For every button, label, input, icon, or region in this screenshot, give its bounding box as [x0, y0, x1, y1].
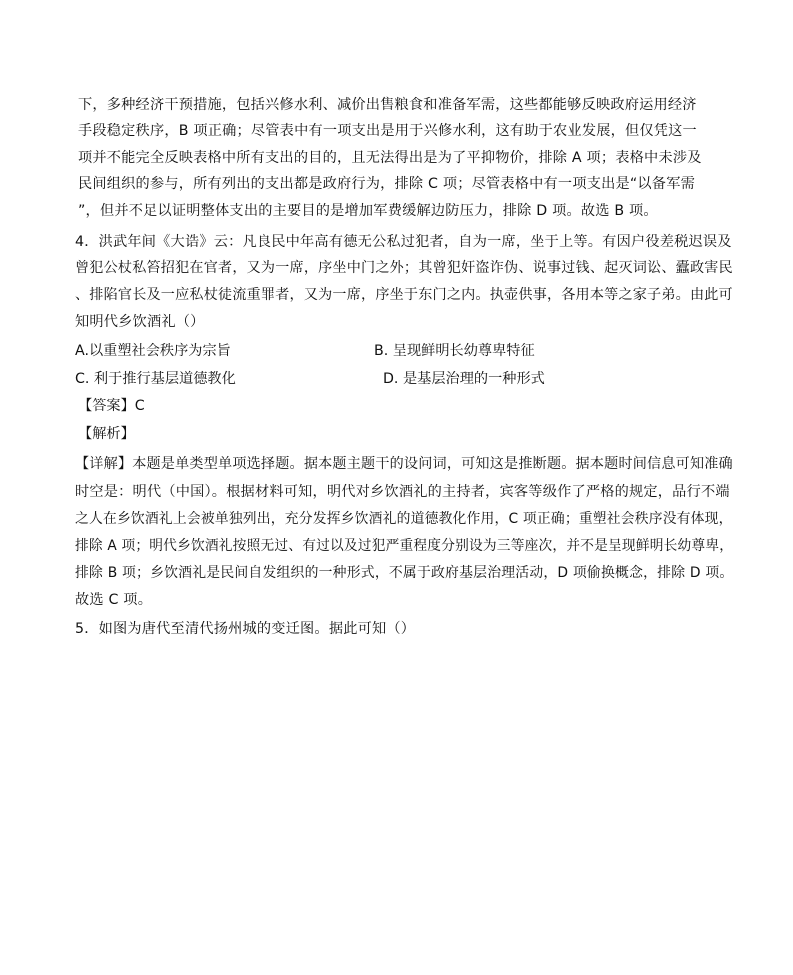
prev-analysis-line-2: 手段稳定秩序，B 项正确；尽管表中有一项支出是用于兴修水利，这有助于农业发展，但仅凭这一 [78, 123, 697, 139]
question4-detail-line-4: 排除 A 项；明代乡饮酒礼按照无过、有过以及过犯严重程度分别设为三等座次，并不是呈现鲜明长幼尊卑， [75, 538, 734, 554]
question4-option-b: B. 呈现鲜明长幼尊卑特征 [374, 343, 535, 359]
question4-detail-line-2: 时空是：明代（中国）。根据材料可知，明代对乡饮酒礼的主持者，宾客等级作了严格的规定，品行不端 [75, 484, 730, 500]
question4-stem-line-3: 、排陷官长及一应私杖徒流重罪者，又为一席，序坐于东门之内。执壶供事，各用本等之家子弟。由此可 [75, 287, 733, 303]
question4-detail-line-1: 【详解】本题是单类型单项选择题。据本题主题干的设问词，可知这是推断题。据本题时间信息可知准确 [75, 456, 733, 472]
prev-analysis-line-4: 民间组织的参与，所有列出的支出都是政府行为，排除 C 项；尽管表格中有一项支出是“以备军需 [78, 176, 695, 192]
prev-analysis-line-3: 项并不能完全反映表格中所有支出的目的，且无法得出是为了平抑物价，排除 A 项；表格中未涉及 [78, 150, 702, 166]
question4-option-d: D. 是基层治理的一种形式 [383, 371, 545, 387]
question4-stem-line-1: 4．洪武年间《大诰》云：凡良民中年高有德无公私过犯者，自为一席，坐于上等。有因户役差税迟误及 [75, 234, 732, 250]
question4-analysis-label: 【解析】 [78, 426, 135, 442]
question4-detail-line-3: 之人在乡饮酒礼上会被单独列出，充分发挥乡饮酒礼的道德教化作用，C 项正确；重塑社会秩序没有体现， [75, 511, 733, 527]
question4-detail-line-5: 排除 B 项；乡饮酒礼是民间自发组织的一种形式，不属于政府基层治理活动，D 项偷换概念，排除 D 项。 [75, 565, 734, 581]
prev-analysis-line-1: 下，多种经济干预措施，包括兴修水利、减价出售粮食和准备军需，这些都能够反映政府运用经济 [78, 97, 697, 113]
question4-option-a: A.以重塑社会秩序为宗旨 [75, 343, 231, 359]
question4-stem-line-4: 知明代乡饮酒礼（） [75, 314, 205, 330]
question5-stem: 5．如图为唐代至清代扬州城的变迁图。据此可知（） [75, 621, 416, 637]
question4-answer-label: 【答案】C [78, 398, 145, 414]
question4-detail-line-6: 故选 C 项。 [75, 592, 153, 608]
prev-analysis-line-5: ”，但并不足以证明整体支出的主要目的是增加军费缓解边防压力，排除 D 项。故选 B 项。 [78, 203, 658, 219]
question4-stem-line-2: 曾犯公杖私笞招犯在官者，又为一席，序坐中门之外；其曾犯奸盗诈伪、说事过钱、起灭词讼、蠹政害民 [75, 260, 733, 276]
question4-option-c: C. 利于推行基层道德教化 [75, 371, 236, 387]
